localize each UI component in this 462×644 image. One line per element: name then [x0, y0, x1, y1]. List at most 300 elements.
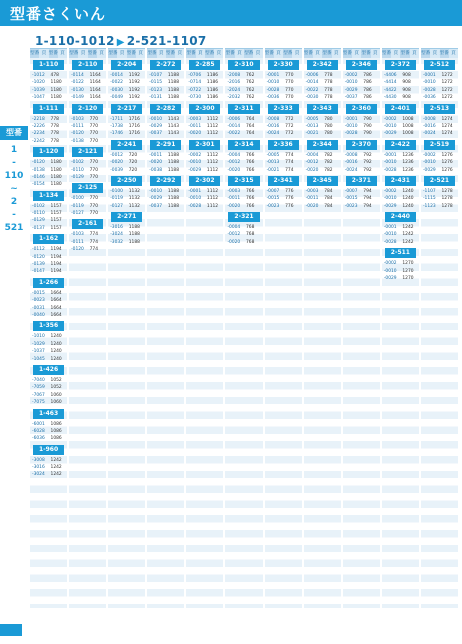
page-ref: 1180	[50, 87, 62, 93]
page-ref: 770	[285, 95, 294, 101]
page-ref: 770	[89, 123, 99, 129]
page-ref: 1240	[402, 188, 414, 194]
page-ref: 782	[324, 152, 333, 158]
page-ref: 1086	[50, 421, 62, 427]
table-row	[382, 203, 419, 210]
page-ref: 1272	[441, 80, 453, 86]
page-ref: 1188	[128, 232, 140, 238]
column-header	[265, 49, 302, 58]
model-number: -0146	[32, 174, 45, 180]
table-row	[108, 130, 145, 137]
model-number: -0006	[305, 73, 319, 78]
series-band: 2-511	[385, 248, 416, 258]
table-row	[225, 195, 262, 202]
table-row	[304, 152, 341, 159]
side-range	[0, 144, 28, 235]
index-column	[304, 48, 341, 608]
table-row	[30, 435, 67, 442]
page-ref: 1180	[50, 167, 62, 173]
model-number: -0007	[344, 188, 358, 194]
model-number: -0016	[422, 123, 436, 129]
header-page: 頁	[412, 51, 417, 56]
page-ref: 784	[324, 203, 333, 209]
model-number: -0100	[110, 188, 123, 194]
table-row	[343, 94, 380, 101]
page-ref: 1276	[441, 160, 453, 166]
model-number: -0001	[422, 73, 436, 78]
page-ref: 778	[324, 87, 333, 93]
page-ref: 1272	[441, 87, 453, 93]
series-band: 1-356	[33, 321, 64, 331]
table-row	[30, 254, 67, 261]
model-number: -0012	[305, 160, 319, 166]
table-row	[186, 123, 223, 130]
model-number: -0020	[305, 167, 319, 173]
page-ref: 794	[363, 203, 372, 209]
header-model: 型番	[48, 51, 58, 56]
model-number: -0028	[383, 239, 397, 245]
table-row	[225, 130, 262, 137]
table-row	[30, 181, 67, 188]
series-band: 2-271	[111, 212, 142, 222]
table-row	[421, 94, 458, 101]
header-page: 頁	[158, 51, 164, 56]
page-ref: 1112	[206, 160, 219, 166]
model-number: -4406	[383, 73, 397, 78]
page-ref: 786	[363, 80, 372, 86]
page-ref: 784	[324, 196, 333, 202]
header-model: 型番	[147, 51, 157, 56]
page-ref: 1143	[167, 131, 180, 137]
series-band: 2-204	[111, 60, 142, 70]
page-ref: 1270	[402, 268, 414, 274]
model-number: -0138	[71, 138, 84, 144]
series-band: 2-422	[385, 140, 416, 150]
model-number: -0015	[344, 196, 358, 202]
model-number: -3024	[32, 472, 45, 478]
model-number: -6001	[32, 421, 45, 427]
page-ref: 908	[402, 95, 411, 101]
page-ref: 1164	[89, 80, 101, 86]
table-row	[69, 123, 106, 130]
model-number: -0007	[266, 188, 280, 194]
series-band: 2-521	[424, 176, 455, 186]
page-ref: 764	[246, 123, 255, 129]
page-ref: 1143	[167, 116, 180, 122]
side-range-line: 110	[4, 171, 24, 181]
series-band: 2-161	[72, 219, 103, 229]
series-band: 2-272	[150, 60, 181, 70]
page-ref: 1278	[441, 188, 453, 194]
page-ref: 1270	[402, 261, 414, 267]
table-row	[147, 167, 184, 174]
model-number: -0001	[344, 116, 358, 122]
model-number: -0100	[71, 196, 84, 202]
model-number: -0120	[32, 160, 45, 166]
model-number: -0020	[188, 131, 202, 137]
model-number: -0012	[227, 232, 241, 238]
column-header	[304, 49, 341, 58]
page-ref: 770	[89, 138, 99, 144]
page-ref: 1194	[50, 254, 62, 260]
model-number: -0010	[188, 196, 202, 202]
table-row	[382, 231, 419, 238]
table-row	[30, 421, 67, 428]
header-model: 型番	[30, 51, 40, 56]
series-band: 1-134	[33, 191, 64, 201]
page-ref: 762	[246, 80, 255, 86]
header-model: 型番	[342, 51, 352, 56]
side-tab: 型番	[0, 126, 28, 140]
table-row	[147, 188, 184, 195]
page-ref: 1112	[206, 152, 219, 158]
table-row	[225, 231, 262, 238]
model-number: -0024	[266, 131, 280, 137]
model-number: -0022	[305, 87, 319, 93]
header-model: 型番	[439, 51, 449, 56]
model-number: -0023	[266, 203, 280, 209]
model-number: -0002	[422, 152, 436, 158]
header-model: 型番	[108, 51, 118, 56]
model-number: -0037	[344, 95, 358, 101]
page-ref: 1240	[402, 196, 414, 202]
table-row	[421, 195, 458, 202]
model-number: -0014	[110, 73, 123, 78]
model-number: -0030	[305, 95, 319, 101]
page-ref: 764	[246, 116, 255, 122]
table-row	[30, 94, 67, 101]
model-number: -0730	[188, 95, 202, 101]
table-row	[147, 116, 184, 123]
table-row	[343, 195, 380, 202]
table-row	[30, 341, 67, 348]
table-row	[225, 188, 262, 195]
table-row	[225, 159, 262, 166]
model-number: -4414	[383, 80, 397, 86]
table-row	[382, 79, 419, 86]
page-ref: 1236	[402, 160, 414, 166]
page-number: 28	[9, 625, 21, 634]
model-number: -2226	[32, 123, 45, 129]
series-band: 2-372	[385, 60, 416, 70]
table-row	[225, 116, 262, 123]
page-ref: 766	[246, 188, 255, 194]
page-ref: 1180	[50, 182, 62, 188]
side-range-line: 521	[4, 223, 24, 233]
table-row	[225, 224, 262, 231]
table-row	[30, 130, 67, 137]
table-row	[108, 203, 145, 210]
model-number: -0030	[110, 87, 123, 93]
table-row	[147, 130, 184, 137]
page-ref: 770	[89, 196, 99, 202]
table-row	[382, 94, 419, 101]
page-ref: 1008	[402, 116, 414, 122]
page-ref: 1276	[441, 152, 453, 158]
page-ref: 792	[363, 152, 372, 158]
index-column	[147, 48, 184, 608]
page-ref: 770	[89, 160, 99, 166]
page-ref: 720	[128, 152, 138, 158]
table-row	[225, 239, 262, 246]
model-number: -0029	[383, 131, 397, 137]
model-number: -0038	[149, 167, 163, 173]
table-row	[265, 167, 302, 174]
model-number: -0122	[71, 80, 84, 86]
header-model: 型番	[126, 51, 136, 56]
header-page: 頁	[80, 51, 86, 56]
page-ref: 1236	[402, 167, 414, 173]
page-ref: 778	[50, 131, 59, 137]
page-ref: 1186	[206, 87, 219, 93]
page-ref: 780	[324, 116, 333, 122]
table-row	[147, 159, 184, 166]
table-row	[30, 116, 67, 123]
table-row	[186, 116, 223, 123]
page-ref: 1188	[167, 188, 180, 194]
table-row	[147, 79, 184, 86]
series-band: 2-370	[346, 140, 377, 150]
model-number: -1123	[422, 203, 436, 209]
page-ref: 766	[246, 196, 255, 202]
series-band: 2-310	[228, 60, 259, 70]
model-number: -0010	[383, 268, 397, 274]
model-number: -1029	[32, 341, 45, 347]
table-row	[186, 195, 223, 202]
table-row	[30, 87, 67, 94]
page-ref: 776	[285, 188, 294, 194]
page-ref: 1664	[50, 305, 62, 311]
table-row	[343, 188, 380, 195]
model-number: -3016	[110, 225, 123, 231]
page-ref: 770	[285, 87, 294, 93]
header-model: 型番	[204, 51, 215, 56]
table-row	[265, 94, 302, 101]
model-number: -0029	[188, 167, 202, 173]
series-band: 1-266	[33, 278, 64, 288]
page-ref: 1664	[50, 298, 62, 304]
page-ref: 774	[89, 247, 99, 253]
table-row	[147, 87, 184, 94]
series-band: 1-111	[33, 104, 64, 114]
page-ref: 770	[89, 174, 99, 180]
header-page: 頁	[119, 51, 125, 56]
model-number: -1012	[32, 73, 45, 78]
table-row	[382, 268, 419, 275]
model-number: -0129	[71, 174, 84, 180]
page-ref: 720	[128, 160, 138, 166]
page-ref: 1164	[89, 87, 101, 93]
page-ref: 782	[324, 160, 333, 166]
side-range-line: 1	[10, 145, 18, 155]
page-ref: 1188	[128, 225, 140, 231]
model-number: -0120	[32, 254, 45, 260]
table-row	[30, 392, 67, 399]
model-number: -0015	[32, 290, 45, 296]
model-number: -6028	[32, 428, 45, 434]
model-number: -0020	[227, 203, 241, 209]
table-row	[382, 167, 419, 174]
model-number: -3008	[32, 457, 45, 463]
series-band: 1-120	[33, 147, 64, 157]
page-ref: 790	[363, 116, 372, 122]
page-ref: 1180	[50, 80, 62, 86]
model-number: -0002	[344, 73, 358, 78]
model-number: -0005	[266, 152, 280, 158]
model-number: -0029	[422, 167, 436, 173]
series-band: 2-241	[111, 140, 142, 150]
model-number: -0131	[149, 95, 163, 101]
page-ref: 766	[246, 152, 255, 158]
table-row	[382, 123, 419, 130]
page-ref: 774	[285, 160, 294, 166]
header-page: 頁	[255, 51, 261, 56]
model-number: -0110	[32, 211, 45, 217]
page-ref: 1274	[441, 116, 453, 122]
model-number: -1738	[110, 123, 123, 129]
table-row	[69, 210, 106, 217]
model-number: -0023	[344, 203, 358, 209]
page-ref: 1157	[50, 211, 62, 217]
table-row	[265, 159, 302, 166]
page-ref: 1112	[206, 196, 219, 202]
table-row	[69, 72, 106, 79]
table-row	[265, 188, 302, 195]
table-row	[30, 79, 67, 86]
model-number: -2242	[32, 138, 45, 144]
model-number: -0111	[71, 123, 84, 129]
column-header	[69, 49, 106, 58]
page-ref: 1157	[50, 203, 62, 209]
header-model: 型番	[244, 51, 254, 56]
page-ref: 790	[363, 123, 372, 129]
header-model: 型番	[361, 51, 371, 56]
series-band: 2-314	[228, 140, 259, 150]
model-number: -0014	[227, 123, 241, 129]
model-number: -0003	[305, 188, 319, 194]
page-ref: 1188	[167, 160, 180, 166]
model-number: -1711	[110, 116, 123, 122]
index-column	[343, 48, 380, 608]
model-number: -0010	[188, 160, 202, 166]
model-number: -0015	[266, 196, 280, 202]
index-column	[186, 48, 223, 608]
table-row	[225, 203, 262, 210]
page-ref: 1157	[50, 218, 62, 224]
model-number: -0003	[227, 188, 241, 194]
page-ref: 908	[402, 80, 411, 86]
model-number: -0010	[344, 123, 358, 129]
table-row	[304, 87, 341, 94]
range-arrow-icon: ▶	[116, 37, 125, 48]
page-ref: 1716	[128, 131, 140, 137]
model-number: -0005	[305, 116, 319, 122]
header-model: 型番	[322, 51, 332, 56]
model-number: -0123	[149, 87, 163, 93]
table-row	[343, 203, 380, 210]
model-number: -0016	[344, 160, 358, 166]
header-page: 頁	[432, 51, 438, 56]
table-row	[69, 79, 106, 86]
page-ref: 792	[363, 160, 372, 166]
series-band: 1-960	[33, 445, 64, 455]
table-row	[265, 72, 302, 79]
index-column	[108, 48, 145, 608]
table-row	[382, 188, 419, 195]
model-number: -0022	[110, 80, 123, 86]
table-row	[108, 94, 145, 101]
model-number: -0120	[71, 131, 84, 137]
model-number: -0031	[32, 305, 45, 311]
table-row	[225, 167, 262, 174]
table-row	[304, 123, 341, 130]
series-band: 2-121	[72, 147, 103, 157]
table-row	[225, 152, 262, 159]
model-number: -0039	[110, 167, 123, 173]
series-band: 2-336	[268, 140, 299, 150]
model-number: -3024	[110, 232, 123, 238]
header-page: 頁	[177, 51, 183, 56]
model-number: -0011	[188, 123, 202, 129]
table-row	[225, 79, 262, 86]
table-row	[382, 260, 419, 267]
table-row	[421, 203, 458, 210]
table-row	[30, 428, 67, 435]
page-ref: 770	[285, 80, 294, 86]
model-number: -0010	[266, 80, 280, 86]
table-row	[69, 203, 106, 210]
page-ref: 478	[50, 73, 59, 78]
page-ref: 1192	[128, 80, 140, 86]
page-ref: 1188	[167, 80, 180, 86]
page-ref: 770	[89, 116, 99, 122]
model-number: -0115	[149, 80, 163, 86]
page-ref: 768	[246, 225, 255, 231]
table-row	[108, 167, 145, 174]
model-number: -0011	[149, 152, 163, 158]
header-page: 頁	[60, 51, 65, 56]
table-row	[69, 94, 106, 101]
table-row	[265, 79, 302, 86]
page-ref: 1157	[50, 225, 62, 231]
page-ref: 778	[50, 138, 59, 144]
table-row	[30, 384, 67, 391]
page-ref: 1086	[50, 428, 62, 434]
series-band: 2-292	[150, 176, 181, 186]
page-ref: 1180	[50, 160, 62, 166]
page-ref: 1112	[206, 131, 219, 137]
page-ref: 774	[285, 167, 294, 173]
model-number: -0028	[422, 87, 436, 93]
model-number: -0139	[32, 262, 45, 268]
header-page: 頁	[237, 51, 242, 56]
table-row	[186, 72, 223, 79]
column-header	[343, 49, 380, 58]
header-page: 頁	[41, 51, 47, 56]
table-row	[30, 203, 67, 210]
page-ref: 794	[363, 196, 372, 202]
series-band: 2-250	[111, 176, 142, 186]
table-row	[147, 94, 184, 101]
model-number: -0010	[383, 123, 397, 129]
model-number: -0014	[305, 80, 319, 86]
series-band: 2-360	[346, 104, 377, 114]
table-row	[421, 72, 458, 79]
page-ref: 770	[89, 211, 99, 217]
index-column	[69, 48, 106, 608]
table-row	[30, 225, 67, 232]
table-row	[304, 130, 341, 137]
